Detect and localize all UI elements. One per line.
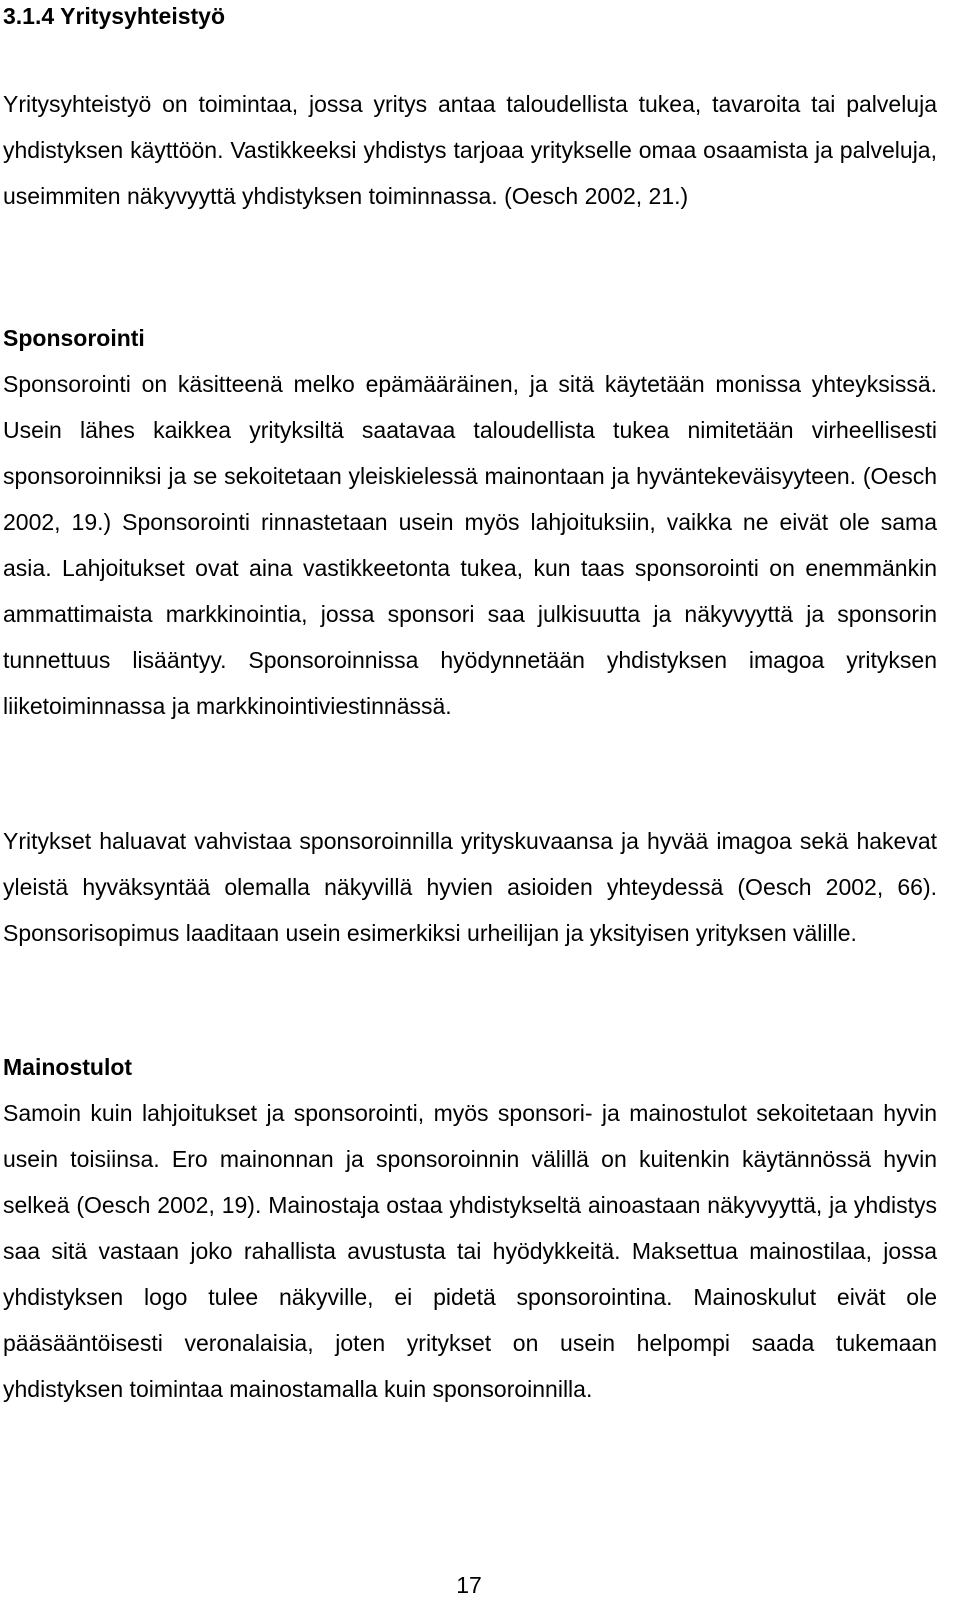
intro-paragraph: Yritysyhteistyö on toimintaa, jossa yritys antaa taloudellista tukea, tavaroita tai palveluja yhdistyksen käyttöön. Vastikkeeksi yhdistys tarjoaa yritykselle omaa osaamista ja palveluja, useimmiten näkyvyyttä yhdistyksen toiminnassa. (Oesch 2002, 21.) [3, 91, 937, 209]
section-heading: 3.1.4 Yritysyhteistyö [3, 3, 226, 29]
sponsorointi-heading: Sponsorointi [3, 325, 145, 351]
mainostulot-heading: Mainostulot [3, 1054, 133, 1080]
sponsorointi-block-2 [3, 818, 937, 956]
mainostulot-paragraph: Samoin kuin lahjoitukset ja sponsorointi, myös sponsori- ja mainostulot sekoitetaan hyvin usein toisiinsa. Ero mainonnan ja sponsoroinnin välillä on kuitenkin käytännössä hyvin selkeä (Oesch 2002, 19). Mainostaja ostaa yhdistykseltä ainoastaan näkyvyyttä, ja yhdistys saa sitä vastaan joko rahallista avustusta tai hyödykkeitä. Maksettua mainostilaa, jossa yhdistyksen logo tulee näkyville, ei pidetä sponsorointina. Mainoskulut eivät ole pääsääntöisesti veronalaisia, joten yritykset on usein helpompi saada tukemaan yhdistyksen toimintaa mainostamalla kuin sponsoroinnilla. [3, 1100, 937, 1402]
sponsorointi-paragraph: Sponsorointi on käsitteenä melko epämääräinen, ja sitä käytetään monissa yhteyksissä. Usein lähes kaikkea yrityksiltä saatavaa taloudellista tukea nimitetään virheellisesti sponsoroinniksi ja se sekoitetaan yleiskielessä mainontaan ja hyväntekeväisyyteen. (Oesch 2002, 19.) Sponsorointi rinnastetaan usein myös lahjoituksiin, vaikka ne eivät ole sama asia. Lahjoitukset ovat aina vastikkeetonta tukea, kun taas sponsorointi on enemmänkin ammattimaista markkinointia, jossa sponsori saa julkisuutta ja näkyvyyttä ja sponsorin tunnettuus lisääntyy. Sponsoroinnissa hyödynnetään yhdistyksen imagoa yrityksen liiketoiminnassa ja markkinointiviestinnässä. [3, 371, 937, 719]
sponsorointi-block [3, 315, 937, 729]
mainostulot-block [3, 1044, 937, 1412]
intro-block [3, 81, 937, 219]
page-number: 17 [456, 1572, 482, 1598]
sponsorointi-paragraph-2: Yritykset haluavat vahvistaa sponsoroinnilla yrityskuvaansa ja hyvää imagoa sekä hakevat yleistä hyväksyntää olemalla näkyvillä hyvien asioiden yhteydessä (Oesch 2002, 66). Sponsorisopimus laaditaan usein esimerkiksi urheilijan ja yksityisen yrityksen välille. [3, 828, 937, 946]
